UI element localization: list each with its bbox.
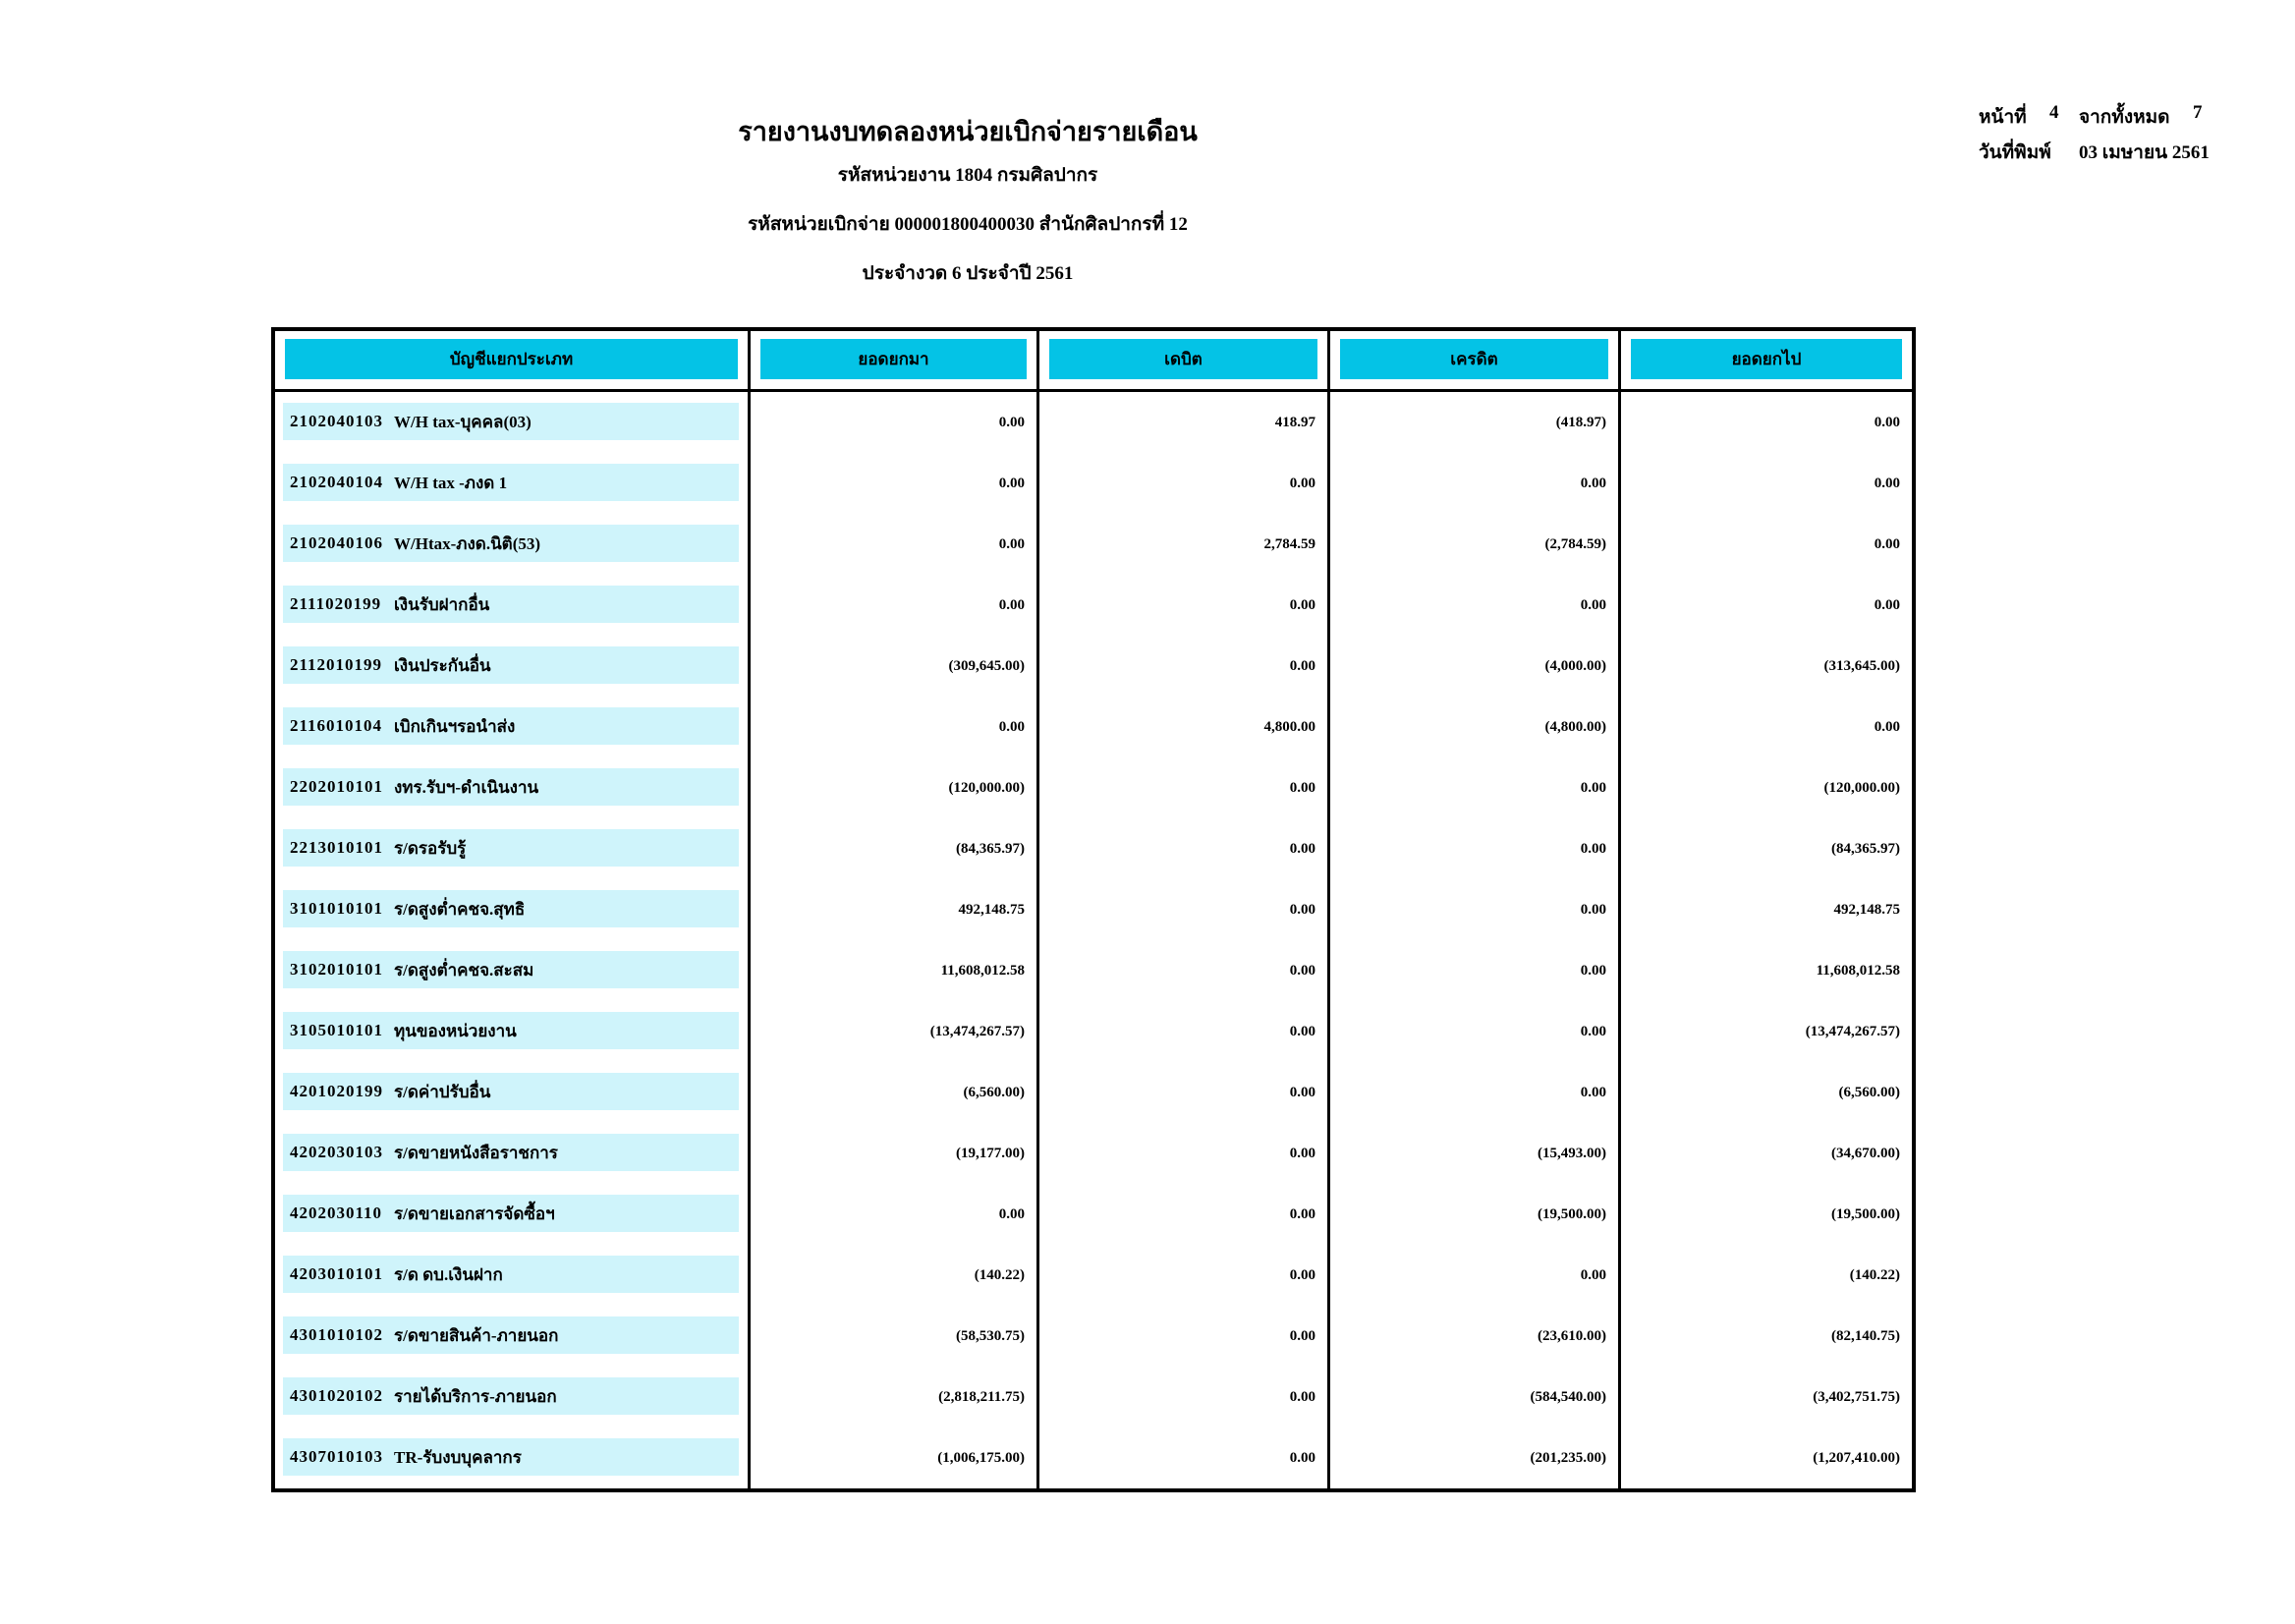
account-code: 3102010101 bbox=[290, 960, 383, 979]
debit-amount: 2,784.59 bbox=[1039, 514, 1330, 575]
table-row bbox=[275, 879, 1912, 940]
account-band bbox=[283, 464, 739, 501]
balance-amount: (313,645.00) bbox=[1823, 657, 1900, 674]
credit-amount: (4,800.00) bbox=[1330, 697, 1621, 757]
carry-forward-amount: 492,148.75 bbox=[751, 879, 1039, 940]
col-header-credit-label: เครดิต bbox=[1340, 339, 1608, 379]
account-band bbox=[283, 890, 739, 927]
debit-amount: 0.00 bbox=[1039, 1001, 1330, 1062]
debit-amount: 0.00 bbox=[1039, 1367, 1330, 1428]
debit-amount: 0.00 bbox=[1039, 453, 1330, 514]
account-band bbox=[283, 707, 739, 745]
account-code: 2102040104 bbox=[290, 473, 383, 491]
balance-amount: (82,140.75) bbox=[1831, 1327, 1900, 1344]
table-row bbox=[275, 697, 1912, 757]
debit-amount: 0.00 bbox=[1039, 1062, 1330, 1123]
report-agency-line: รหัสหน่วยงาน 1804 กรมศิลปากร bbox=[837, 165, 1098, 186]
account-code: 4301020102 bbox=[290, 1386, 383, 1405]
account-cell bbox=[275, 940, 751, 1001]
account-name: ร/ดขายสินค้า-ภายนอก bbox=[394, 1325, 559, 1345]
table-row bbox=[275, 940, 1912, 1001]
carry-forward-amount: (6,560.00) bbox=[751, 1062, 1039, 1123]
account-band bbox=[283, 1377, 739, 1415]
balance-amount: 0.00 bbox=[1874, 535, 1900, 552]
account-cell bbox=[275, 697, 751, 757]
account-code: 4201020199 bbox=[290, 1082, 383, 1100]
table-row bbox=[275, 1184, 1912, 1245]
credit-amount: 0.00 bbox=[1330, 1062, 1621, 1123]
account-code: 2116010104 bbox=[290, 716, 383, 735]
account-name: ร/ดรอรับรู้ bbox=[394, 838, 467, 858]
account-code: 4307010103 bbox=[290, 1447, 383, 1466]
page-number-label: หน้าที่ bbox=[1979, 107, 2027, 128]
credit-amount: (19,500.00) bbox=[1330, 1184, 1621, 1245]
account-cell bbox=[275, 392, 751, 453]
account-band bbox=[283, 1195, 739, 1232]
account-band bbox=[283, 1316, 739, 1354]
account-code: 3101010101 bbox=[290, 899, 383, 918]
account-code: 2102040103 bbox=[290, 412, 383, 430]
account-cell bbox=[275, 757, 751, 818]
table-body bbox=[275, 392, 1912, 1488]
account-cell bbox=[275, 1062, 751, 1123]
trial-balance-table bbox=[271, 327, 1916, 1492]
debit-amount: 418.97 bbox=[1039, 392, 1330, 453]
account-code: 4203010101 bbox=[290, 1264, 383, 1283]
credit-amount: 0.00 bbox=[1330, 1001, 1621, 1062]
account-code: 2111020199 bbox=[290, 594, 382, 613]
account-name: ร/ดขายหนังสือราชการ bbox=[394, 1143, 558, 1162]
carry-forward-amount: (1,006,175.00) bbox=[751, 1428, 1039, 1488]
table-row bbox=[275, 1062, 1912, 1123]
balance-amount: (120,000.00) bbox=[1823, 779, 1900, 796]
account-band bbox=[283, 1438, 739, 1476]
account-cell bbox=[275, 1367, 751, 1428]
account-cell bbox=[275, 514, 751, 575]
credit-amount: (2,784.59) bbox=[1330, 514, 1621, 575]
table-row bbox=[275, 818, 1912, 879]
carry-forward-amount: (309,645.00) bbox=[751, 636, 1039, 697]
col-header-debit bbox=[1039, 331, 1330, 389]
account-cell bbox=[275, 1306, 751, 1367]
account-band bbox=[283, 768, 739, 806]
account-name: ร/ดค่าปรับอื่น bbox=[394, 1082, 491, 1101]
account-band bbox=[283, 1256, 739, 1293]
balance-amount: (34,670.00) bbox=[1831, 1145, 1900, 1161]
carry-forward-amount: (84,365.97) bbox=[751, 818, 1039, 879]
account-code: 3105010101 bbox=[290, 1021, 383, 1039]
account-code: 2102040106 bbox=[290, 533, 383, 552]
debit-amount: 0.00 bbox=[1039, 1123, 1330, 1184]
account-code: 2213010101 bbox=[290, 838, 383, 857]
carry-forward-amount: 0.00 bbox=[751, 575, 1039, 636]
account-band bbox=[283, 646, 739, 684]
account-cell bbox=[275, 1001, 751, 1062]
account-code: 4202030103 bbox=[290, 1143, 383, 1161]
carry-forward-amount: (2,818,211.75) bbox=[751, 1367, 1039, 1428]
account-name: เงินรับฝากอื่น bbox=[394, 594, 490, 614]
credit-amount: 0.00 bbox=[1330, 453, 1621, 514]
debit-amount: 0.00 bbox=[1039, 818, 1330, 879]
debit-amount: 0.00 bbox=[1039, 1245, 1330, 1306]
account-cell bbox=[275, 1428, 751, 1488]
carry-forward-amount: 0.00 bbox=[751, 1184, 1039, 1245]
carry-forward-amount: (13,474,267.57) bbox=[751, 1001, 1039, 1062]
debit-amount: 0.00 bbox=[1039, 1428, 1330, 1488]
account-name: W/H tax -ภงด 1 bbox=[394, 473, 508, 492]
table-row bbox=[275, 575, 1912, 636]
account-cell bbox=[275, 1245, 751, 1306]
balance-amount: 0.00 bbox=[1874, 718, 1900, 735]
credit-amount: 0.00 bbox=[1330, 879, 1621, 940]
account-cell bbox=[275, 1123, 751, 1184]
account-code: 2202010101 bbox=[290, 777, 383, 796]
col-header-carry-forward-label: ยอดยกมา bbox=[760, 339, 1027, 379]
debit-amount: 0.00 bbox=[1039, 575, 1330, 636]
table-row bbox=[275, 636, 1912, 697]
account-name: W/Htax-ภงด.นิติ(53) bbox=[394, 533, 541, 553]
col-header-credit bbox=[1330, 331, 1621, 389]
col-header-balance-label: ยอดยกไป bbox=[1631, 339, 1902, 379]
report-title: รายงานงบทดลองหน่วยเบิกจ่ายรายเดือน bbox=[738, 117, 1198, 146]
carry-forward-amount: 0.00 bbox=[751, 453, 1039, 514]
account-band bbox=[283, 1134, 739, 1171]
account-cell bbox=[275, 1184, 751, 1245]
account-cell bbox=[275, 879, 751, 940]
balance-amount: (1,207,410.00) bbox=[1813, 1449, 1900, 1466]
account-code: 4301010102 bbox=[290, 1325, 383, 1344]
table-row bbox=[275, 1367, 1912, 1428]
balance-amount: (6,560.00) bbox=[1838, 1084, 1900, 1100]
account-band bbox=[283, 586, 739, 623]
credit-amount: (584,540.00) bbox=[1330, 1367, 1621, 1428]
table-row bbox=[275, 757, 1912, 818]
total-pages-label: จากทั้งหมด bbox=[2079, 107, 2170, 128]
credit-amount: (201,235.00) bbox=[1330, 1428, 1621, 1488]
page-info bbox=[1979, 102, 2234, 181]
credit-amount: 0.00 bbox=[1330, 1245, 1621, 1306]
carry-forward-amount: 11,608,012.58 bbox=[751, 940, 1039, 1001]
account-name: ร/ดสูงต่ำคชจ.สะสม bbox=[394, 960, 534, 980]
balance-amount: 0.00 bbox=[1874, 475, 1900, 491]
col-header-account-label: บัญชีแยกประเภท bbox=[285, 339, 738, 379]
debit-amount: 0.00 bbox=[1039, 1306, 1330, 1367]
table-row bbox=[275, 1428, 1912, 1488]
carry-forward-amount: 0.00 bbox=[751, 392, 1039, 453]
balance-amount: 0.00 bbox=[1874, 414, 1900, 430]
col-header-account bbox=[275, 331, 751, 389]
account-cell bbox=[275, 575, 751, 636]
credit-amount: 0.00 bbox=[1330, 940, 1621, 1001]
carry-forward-amount: 0.00 bbox=[751, 514, 1039, 575]
credit-amount: (4,000.00) bbox=[1330, 636, 1621, 697]
account-name: ร/ด ดบ.เงินฝาก bbox=[394, 1264, 503, 1284]
debit-amount: 4,800.00 bbox=[1039, 697, 1330, 757]
credit-amount: 0.00 bbox=[1330, 757, 1621, 818]
carry-forward-amount: 0.00 bbox=[751, 697, 1039, 757]
carry-forward-amount: (120,000.00) bbox=[751, 757, 1039, 818]
table-row bbox=[275, 1306, 1912, 1367]
debit-amount: 0.00 bbox=[1039, 636, 1330, 697]
balance-amount: (19,500.00) bbox=[1831, 1205, 1900, 1222]
account-cell bbox=[275, 453, 751, 514]
debit-amount: 0.00 bbox=[1039, 757, 1330, 818]
account-band bbox=[283, 403, 739, 440]
table-row bbox=[275, 1001, 1912, 1062]
debit-amount: 0.00 bbox=[1039, 879, 1330, 940]
table-row bbox=[275, 1245, 1912, 1306]
balance-amount: 0.00 bbox=[1874, 596, 1900, 613]
print-date-label: วันที่พิมพ์ bbox=[1979, 142, 2051, 163]
account-band bbox=[283, 1012, 739, 1049]
balance-amount: 492,148.75 bbox=[1833, 901, 1900, 918]
account-name: ร/ดขายเอกสารจัดซื้อฯ bbox=[394, 1204, 555, 1223]
print-date: 03 เมษายน 2561 bbox=[2079, 142, 2210, 163]
account-band bbox=[283, 525, 739, 562]
account-name: W/H tax-บุคคล(03) bbox=[394, 412, 532, 431]
account-code: 2112010199 bbox=[290, 655, 383, 674]
account-name: เงินประกันอื่น bbox=[394, 655, 491, 675]
account-cell bbox=[275, 818, 751, 879]
col-header-balance bbox=[1621, 331, 1912, 389]
table-row bbox=[275, 392, 1912, 453]
report-disburse-unit-line: รหัสหน่วยเบิกจ่าย 000001800400030 สำนักศิลปากรที่ 12 bbox=[748, 214, 1188, 235]
account-band bbox=[283, 829, 739, 867]
balance-amount: (84,365.97) bbox=[1831, 840, 1900, 857]
table-row bbox=[275, 453, 1912, 514]
carry-forward-amount: (19,177.00) bbox=[751, 1123, 1039, 1184]
total-pages: 7 bbox=[2193, 102, 2203, 123]
credit-amount: (418.97) bbox=[1330, 392, 1621, 453]
account-name: งทร.รับฯ-ดำเนินงาน bbox=[394, 777, 539, 797]
debit-amount: 0.00 bbox=[1039, 940, 1330, 1001]
balance-amount: (13,474,267.57) bbox=[1805, 1023, 1900, 1039]
report-period-line: ประจำงวด 6 ประจำปี 2561 bbox=[862, 263, 1074, 284]
carry-forward-amount: (140.22) bbox=[751, 1245, 1039, 1306]
account-name: ร/ดสูงต่ำคชจ.สุทธิ bbox=[394, 899, 526, 919]
debit-amount: 0.00 bbox=[1039, 1184, 1330, 1245]
table-row bbox=[275, 1123, 1912, 1184]
account-name: TR-รับงบบุคลากร bbox=[394, 1447, 522, 1467]
account-name: ทุนของหน่วยงาน bbox=[394, 1021, 517, 1040]
account-band bbox=[283, 951, 739, 988]
table-row bbox=[275, 514, 1912, 575]
col-header-debit-label: เดบิต bbox=[1049, 339, 1317, 379]
page-number: 4 bbox=[2049, 102, 2059, 123]
table-header-row bbox=[275, 331, 1912, 392]
col-header-carry-forward bbox=[751, 331, 1039, 389]
account-band bbox=[283, 1073, 739, 1110]
balance-amount: (3,402,751.75) bbox=[1813, 1388, 1900, 1405]
carry-forward-amount: (58,530.75) bbox=[751, 1306, 1039, 1367]
account-name: เบิกเกินฯรอนำส่ง bbox=[394, 716, 516, 736]
credit-amount: 0.00 bbox=[1330, 818, 1621, 879]
credit-amount: (15,493.00) bbox=[1330, 1123, 1621, 1184]
account-cell bbox=[275, 636, 751, 697]
balance-amount: (140.22) bbox=[1849, 1266, 1900, 1283]
credit-amount: (23,610.00) bbox=[1330, 1306, 1621, 1367]
account-code: 4202030110 bbox=[290, 1204, 383, 1222]
balance-amount: 11,608,012.58 bbox=[1816, 962, 1900, 979]
account-name: รายได้บริการ-ภายนอก bbox=[394, 1386, 557, 1406]
credit-amount: 0.00 bbox=[1330, 575, 1621, 636]
